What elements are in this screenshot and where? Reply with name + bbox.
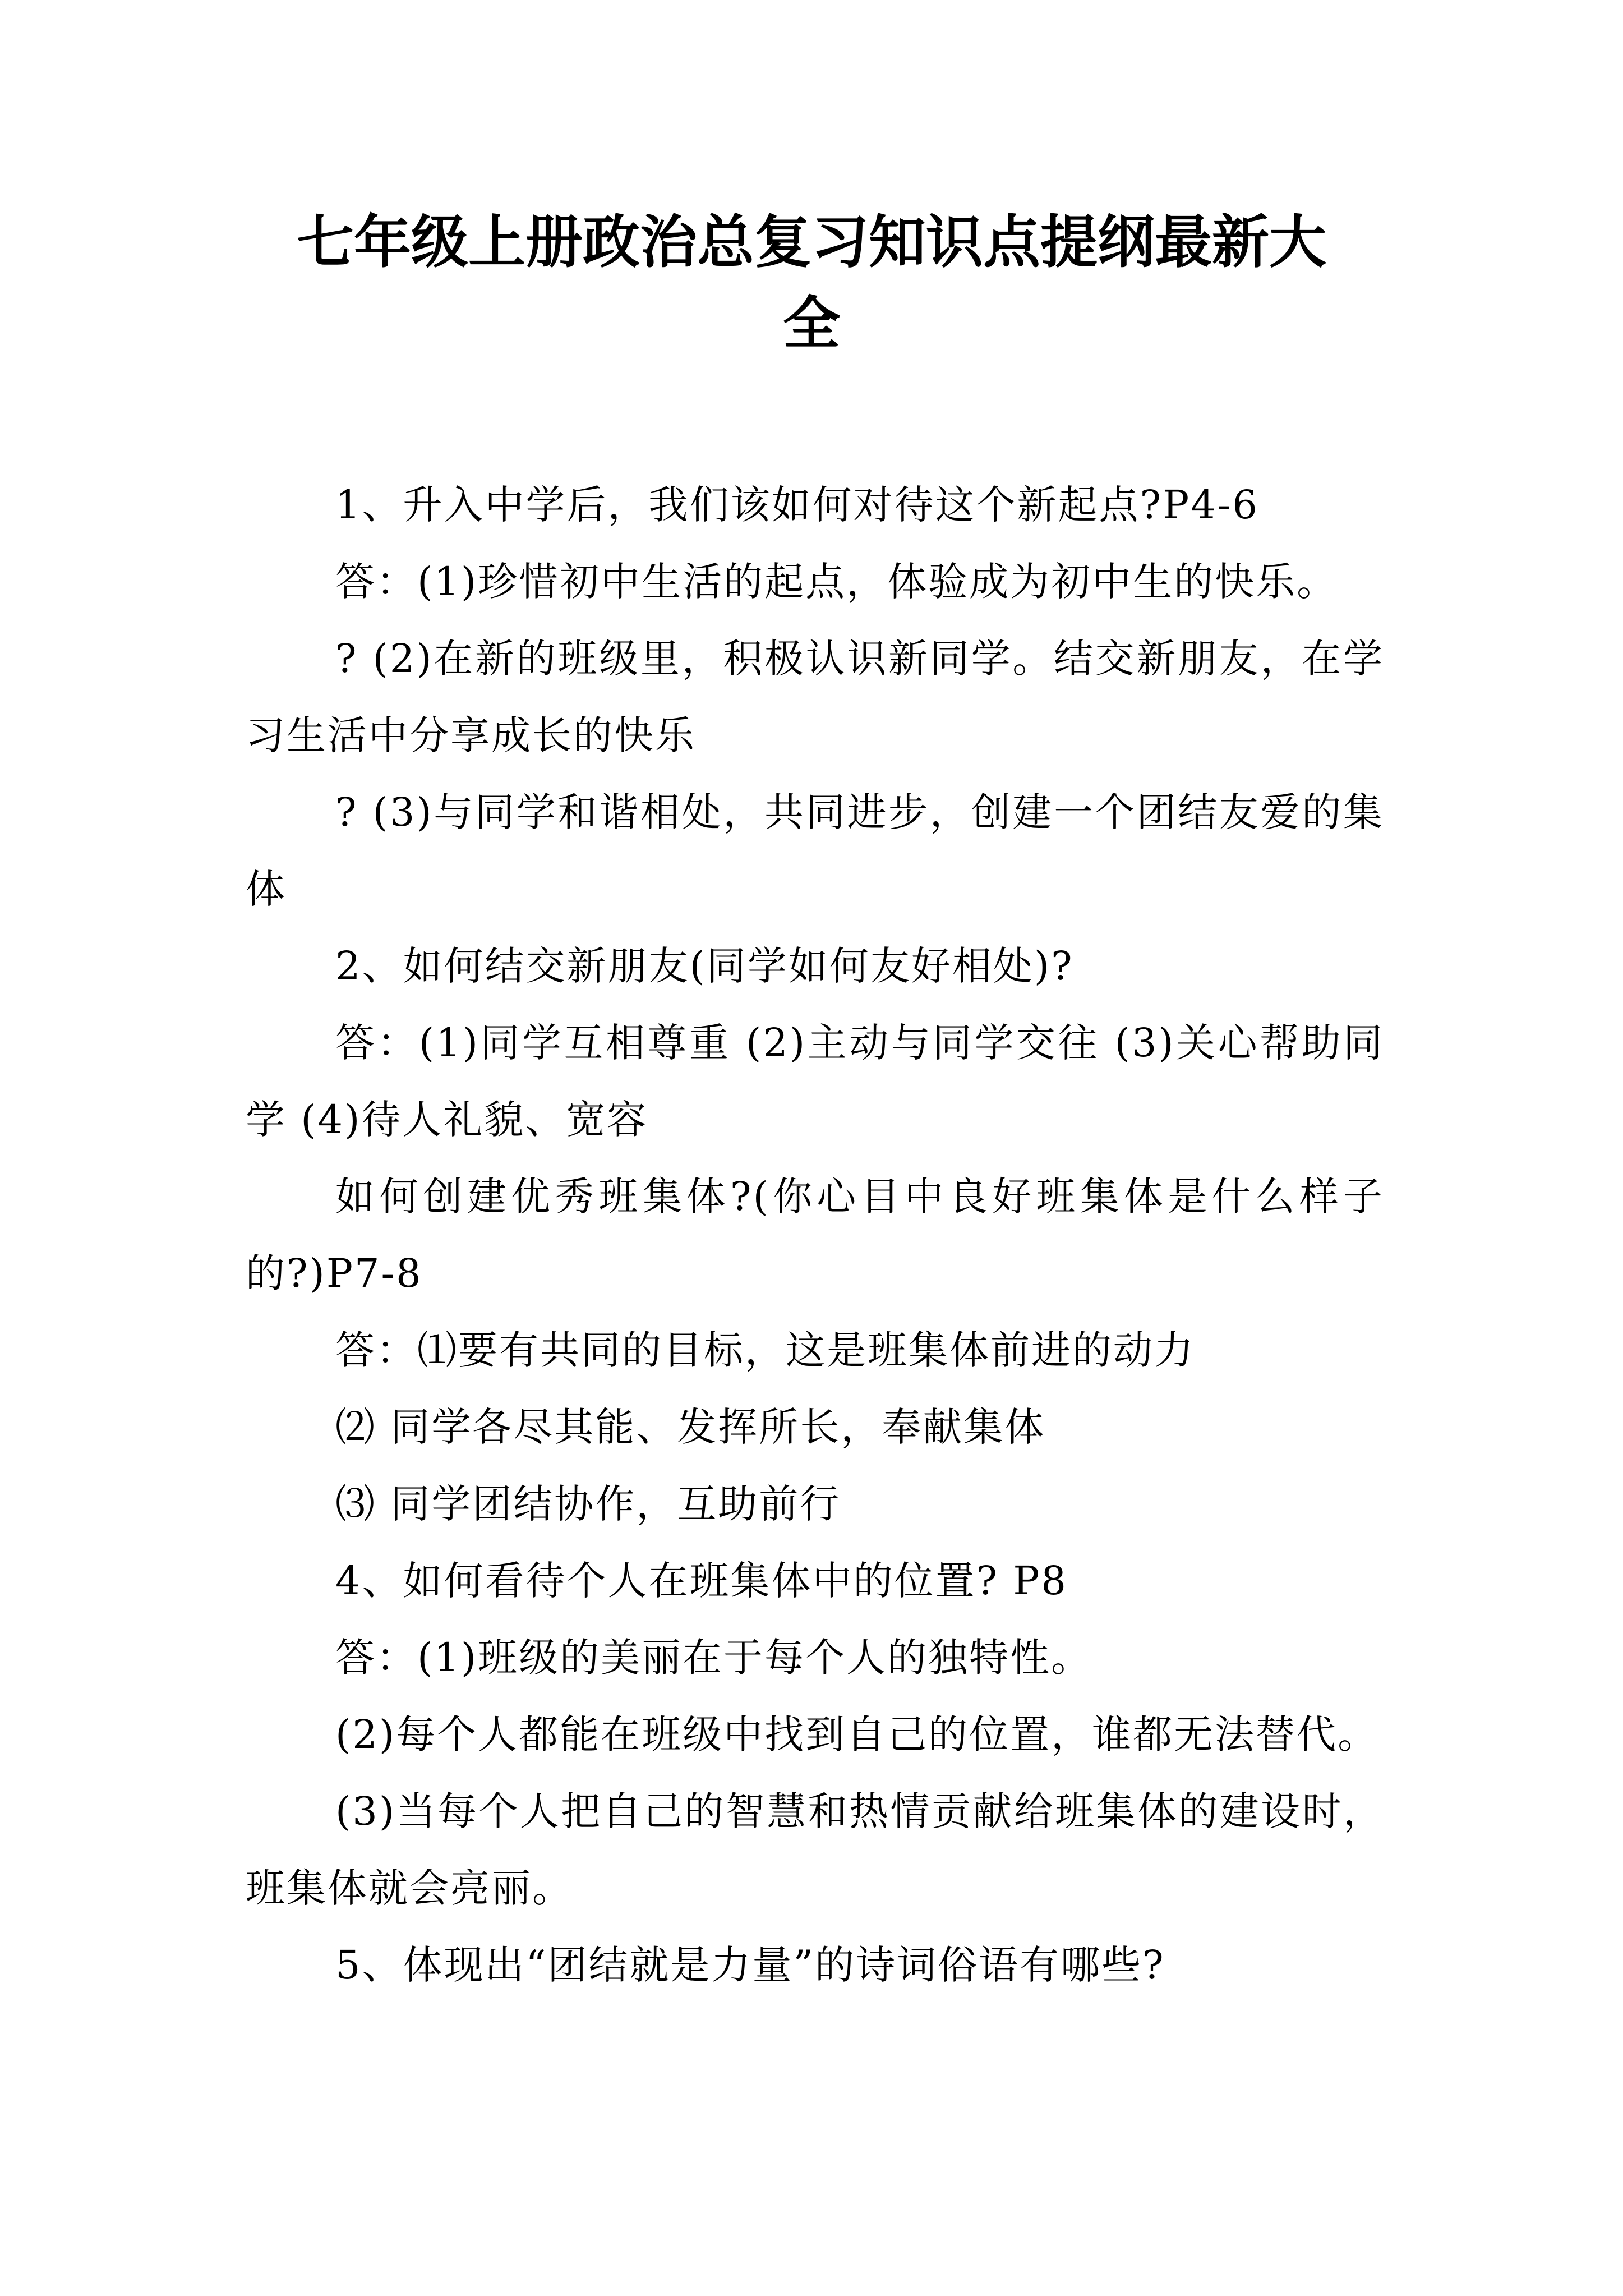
paragraph: 答：(1)班级的美丽在于每个人的独特性。 <box>335 1635 1092 1681</box>
paragraph: 如何创建优秀班集体?(你心目中良好班集体是什么样子的?)P7-8 <box>246 1174 1384 1296</box>
paragraph: 4、如何看待个人在班集体中的位置? P8 <box>335 1558 1068 1604</box>
document-title <box>236 202 1387 365</box>
paragraph: 1、升入中学后，我们该如何对待这个新起点?P4-6 <box>335 482 1259 528</box>
paragraph: 5、体现出“团结就是力量”的诗词俗语有哪些? <box>335 1942 1165 1988</box>
paragraph: (3)当每个人把自己的智慧和热情贡献给班集体的建设时，班集体就会亮丽。 <box>246 1788 1384 1911</box>
paragraph: 答：(1)珍惜初中生活的起点，体验成为初中生的快乐。 <box>335 559 1338 605</box>
paragraph: 2、如何结交新朋友(同学如何友好相处)? <box>335 943 1074 989</box>
paragraph: ? (2)在新的班级里，积极认识新同学。结交新朋友，在学习生活中分享成长的快乐 <box>246 636 1384 758</box>
paragraph: 答：(1)同学互相尊重 (2)主动与同学交往 (3)关心帮助同学 (4)待人礼貌、宽容 <box>246 1020 1384 1143</box>
document-body <box>246 467 1384 2004</box>
title-line-1: 七年级上册政治总复习知识点提纲最新大 <box>297 209 1326 276</box>
paragraph: ⑶ 同学团结协作，互助前行 <box>335 1481 841 1527</box>
paragraph: (2)每个人都能在班级中找到自己的位置，谁都无法替代。 <box>335 1711 1379 1757</box>
paragraph: ? (3)与同学和谐相处，共同进步，创建一个团结友爱的集体 <box>246 789 1384 912</box>
paragraph: ⑵ 同学各尽其能、发挥所长，奉献集体 <box>335 1404 1046 1450</box>
title-line-2: 全 <box>783 290 840 357</box>
paragraph: 答：⑴要有共同的目标，这是班集体前进的动力 <box>335 1327 1195 1373</box>
